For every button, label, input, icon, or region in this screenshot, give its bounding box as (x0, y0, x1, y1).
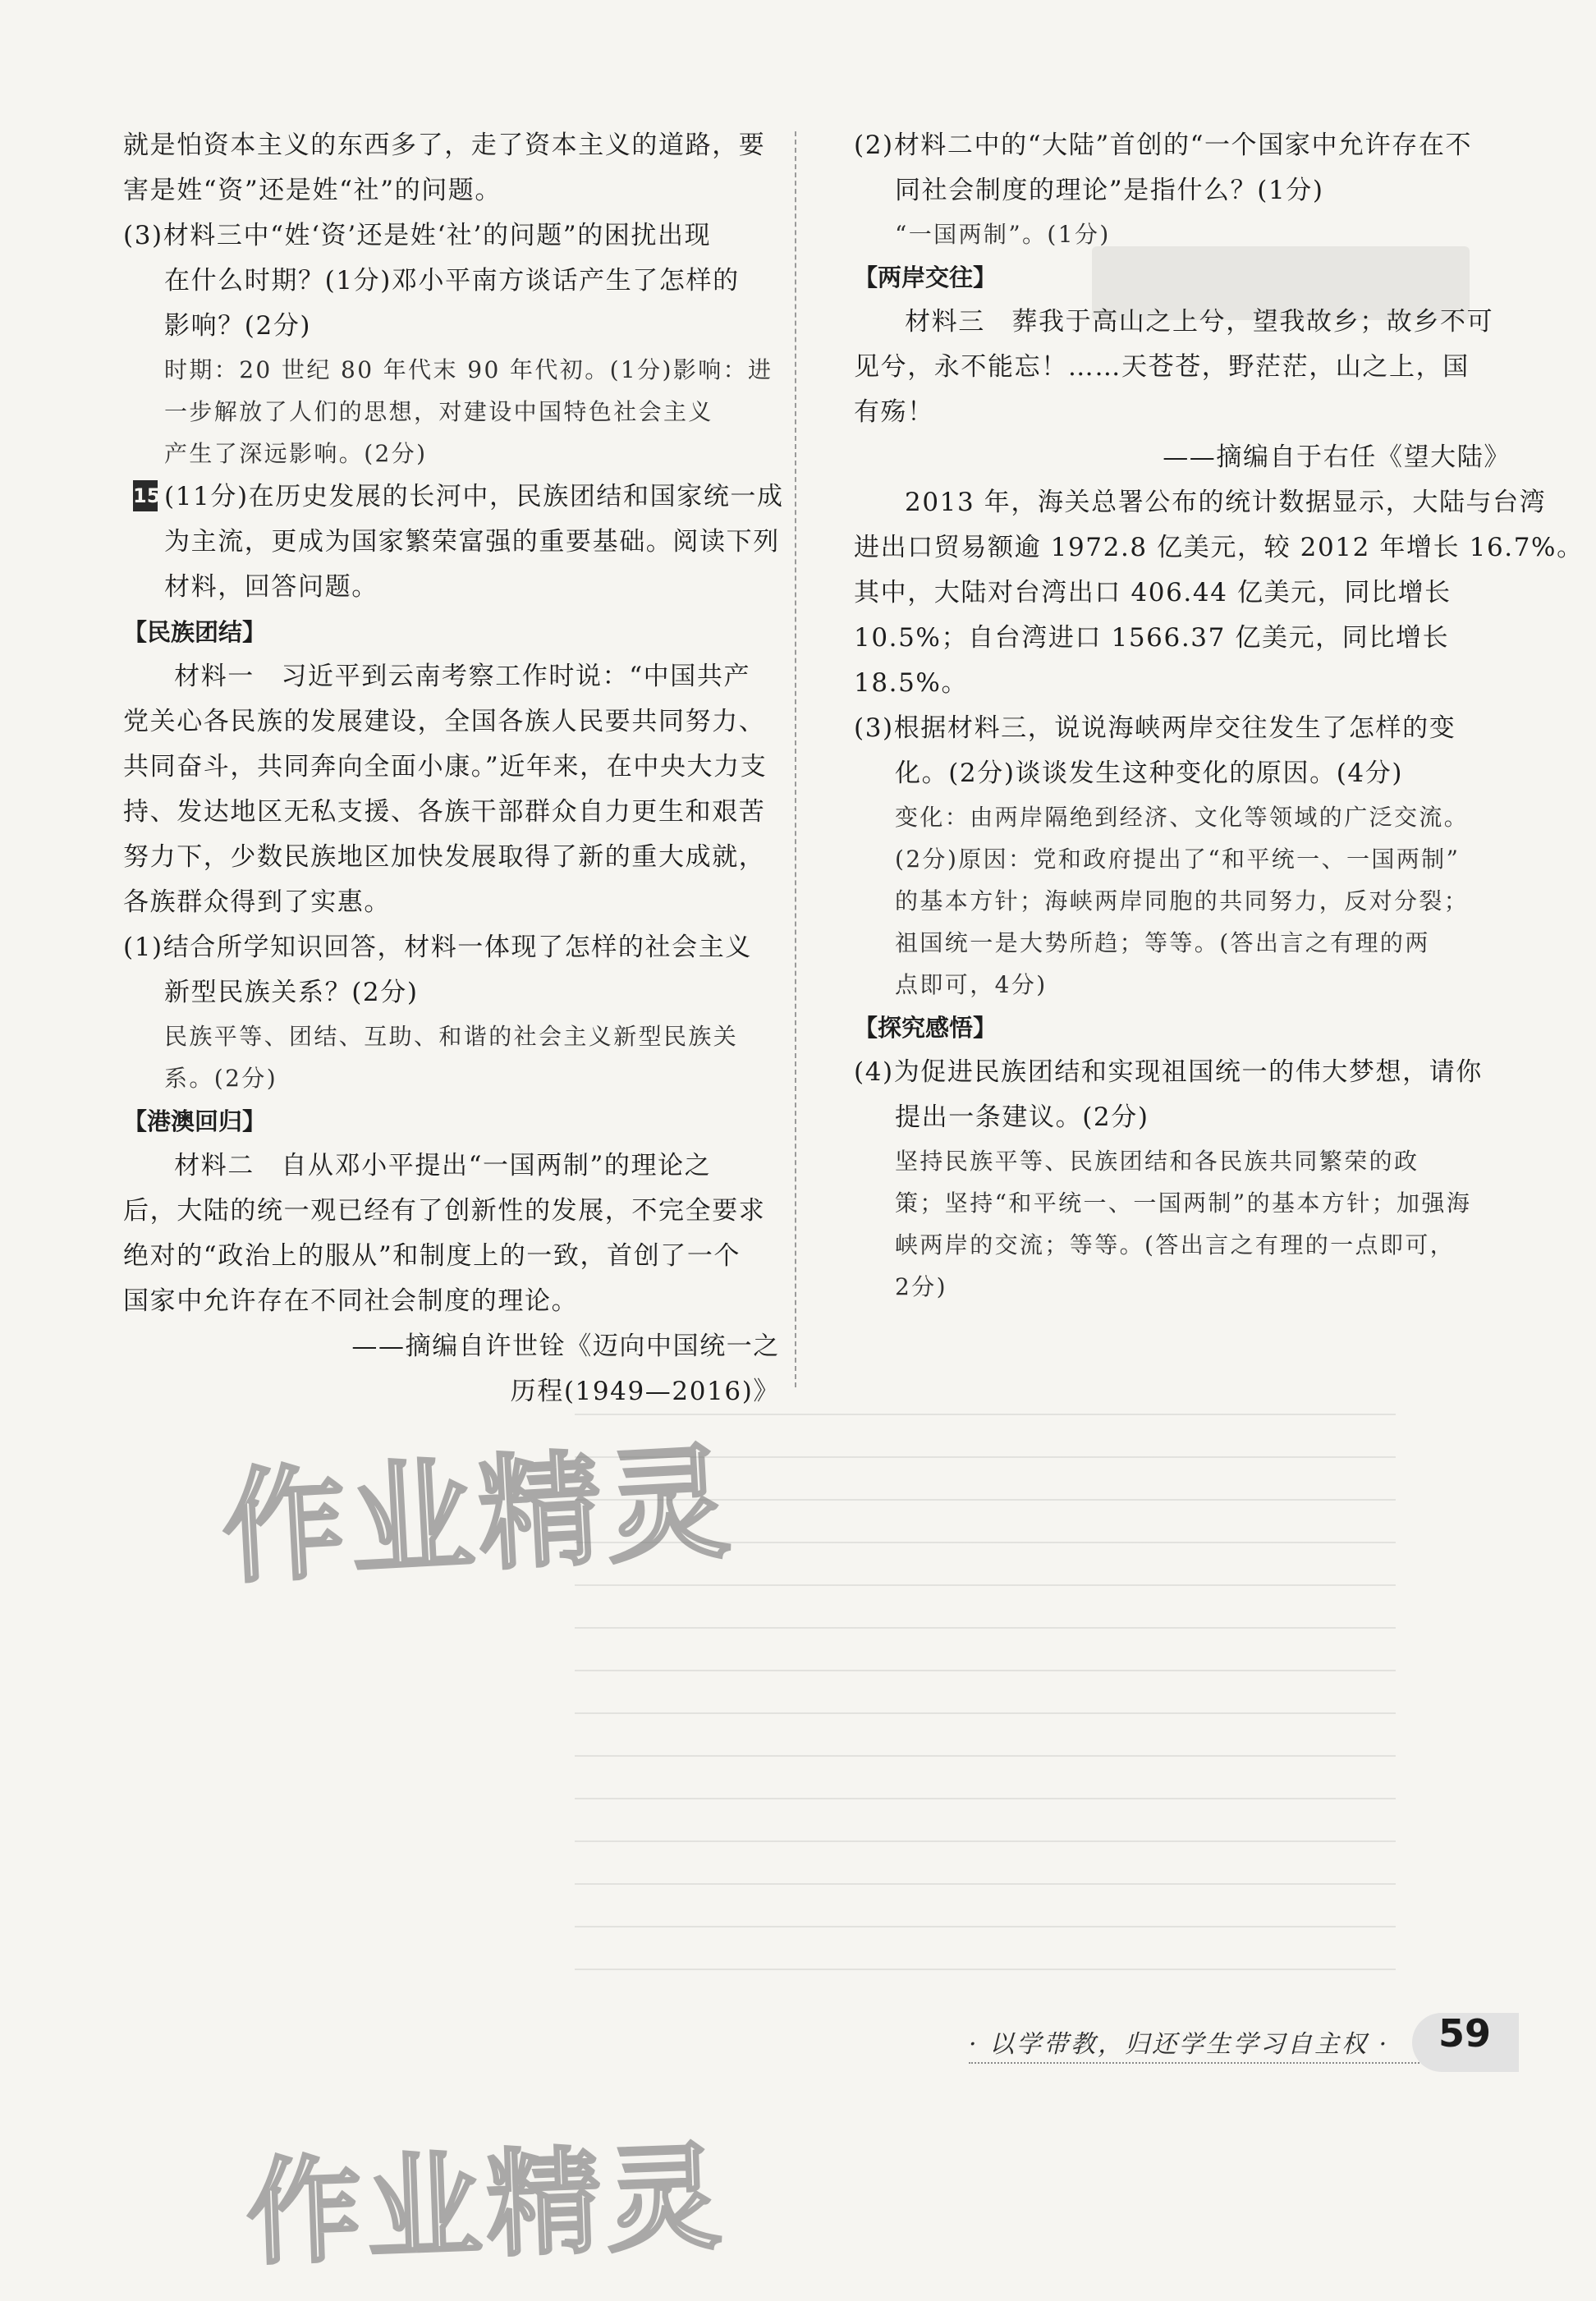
watermark: 作业精灵 (218, 1431, 738, 1602)
material-line: 党关心各民族的发展建设，全国各族人民要共同努力、 (123, 707, 766, 736)
question-15 (123, 474, 784, 610)
material-line: 绝对的“政治上的服从”和制度上的一致，首创了一个 (123, 1241, 741, 1271)
question-2 (854, 123, 1511, 255)
answer-line: 的基本方针；海峡两岸同胞的共同努力，反对分裂； (895, 887, 1470, 914)
question-line: (2)材料二中的“大陆”首创的“一个国家中允许存在不 (854, 131, 1473, 160)
answer-line: 坚持民族平等、民族团结和各民族共同繁荣的政 (895, 1148, 1419, 1175)
watermark: 作业精灵 (244, 2130, 729, 2282)
answer-line: 变化：由两岸隔绝到经济、文化等领域的广泛交流。 (895, 804, 1470, 831)
answer-line: 系。(2分) (164, 1065, 278, 1092)
question-line: (3)根据材料三，说说海峡两岸交往发生了怎样的变 (854, 713, 1456, 743)
question-line: (3)材料三中“姓‘资’还是姓‘社’的问题”的困扰出现 (123, 221, 712, 250)
question-line (123, 474, 784, 520)
text-line: 就是怕资本主义的东西多了，走了资本主义的道路，要 (123, 131, 766, 160)
question-line: 提出一条建议。(2分) (895, 1102, 1149, 1132)
material-line: 努力下，少数民族地区加快发展取得了新的重大成就， (123, 842, 766, 872)
answer-line: 时期：20 世纪 80 年代末 90 年代初。(1分)影响：进 (164, 356, 773, 383)
question-line: 材料，回答问题。 (164, 572, 378, 602)
material-line: 后，大陆的统一观已经有了创新性的发展，不完全要求 (123, 1196, 766, 1226)
footer-rule (969, 2062, 1429, 2064)
footer-motto: · 以学带教，归还学生学习自主权 · (969, 2030, 1390, 2059)
left-column (123, 123, 784, 1414)
source-citation: ——摘编自于右任《望大陆》 (1163, 442, 1511, 472)
material-line: 有殇！ (854, 397, 934, 427)
question-line: 新型民族关系？(2分) (164, 978, 419, 1007)
question-1 (123, 925, 780, 1099)
material-line: 见兮，永不能忘！……天苍苍，野茫茫，山之上，国 (854, 352, 1470, 382)
question-line: (4)为促进民族团结和实现祖国统一的伟大梦想，请你 (854, 1057, 1483, 1087)
question-3-right (854, 706, 1511, 1006)
question-line: 化。(2分)谈谈发生这种变化的原因。(4分) (895, 759, 1404, 788)
question-number-badge: 15 (133, 480, 158, 511)
material-1 (123, 654, 780, 925)
question-line: 影响？(2分) (164, 311, 312, 341)
question-line: (1)结合所学知识回答，材料一体现了怎样的社会主义 (123, 933, 752, 962)
question-15-text: (11分)在历史发展的长河中，民族团结和国家统一成 (164, 482, 784, 511)
answer-line: (2分)原因：党和政府提出了“和平统一、一国两制” (895, 846, 1461, 873)
stats-line: 2013 年，海关总署公布的统计数据显示，大陆与台湾 (905, 488, 1547, 517)
answer-line: 一步解放了人们的思想，对建设中国特色社会主义 (164, 398, 713, 425)
stats-line: 18.5%。 (854, 668, 969, 698)
section-heading-gangao: 【港澳回归】 (123, 1107, 267, 1135)
section-heading-liangan: 【两岸交往】 (854, 264, 998, 291)
right-column (854, 123, 1584, 1308)
page-number: 59 (1438, 2011, 1492, 2056)
material-line: 持、发达地区无私支援、各族干部群众自力更生和艰苦 (123, 797, 766, 827)
stats-line: 进出口贸易额逾 1972.8 亿美元，较 2012 年增长 16.7%。 (854, 533, 1584, 562)
answer-line: 祖国统一是大势所趋；等等。(答出言之有理的两 (895, 929, 1430, 956)
material-line: 各族群众得到了实惠。 (123, 887, 391, 917)
section-heading-minzu: 【民族团结】 (123, 618, 267, 646)
answer-line: 2分) (895, 1273, 947, 1300)
question-line: 在什么时期？(1分)邓小平南方谈话产生了怎样的 (164, 266, 740, 296)
material-line: 国家中允许存在不同社会制度的理论。 (123, 1286, 579, 1316)
material-line: 材料二 自从邓小平提出“一国两制”的理论之 (174, 1151, 712, 1180)
section-heading-tanjiu: 【探究感悟】 (854, 1014, 998, 1042)
source-citation: 历程(1949—2016)》 (510, 1377, 780, 1406)
material-line: 材料一 习近平到云南考察工作时说：“中国共产 (174, 662, 751, 691)
material-line: 材料三 葬我于高山之上兮，望我故乡；故乡不可 (905, 307, 1494, 337)
question-4 (854, 1050, 1511, 1308)
material-2 (123, 1144, 780, 1414)
answer-line: 点即可，4分) (895, 971, 1048, 998)
answer-line: “一国两制”。(1分) (895, 221, 1111, 248)
answer-line: 产生了深远影响。(2分) (164, 440, 428, 467)
stats-line: 10.5%；自台湾进口 1566.37 亿美元，同比增长 (854, 623, 1450, 653)
answer-line: 民族平等、团结、互助、和谐的社会主义新型民族关 (164, 1023, 739, 1050)
continued-text (123, 123, 780, 213)
material-3 (854, 300, 1584, 706)
question-line: 同社会制度的理论”是指什么？(1分) (895, 176, 1324, 205)
answer-line: 策；坚持“和平统一、一国两制”的基本方针；加强海 (895, 1189, 1472, 1217)
answer-line: 峡两岸的交流；等等。(答出言之有理的一点即可， (895, 1231, 1456, 1258)
text-line: 害是姓“资”还是姓“社”的问题。 (123, 176, 502, 205)
column-divider (795, 131, 796, 1387)
question-line: 为主流，更成为国家繁荣富强的重要基础。阅读下列 (164, 527, 780, 557)
material-line: 共同奋斗，共同奔向全面小康。”近年来，在中央大力支 (123, 752, 768, 782)
question-3-left (123, 213, 780, 474)
stats-line: 其中，大陆对台湾出口 406.44 亿美元，同比增长 (854, 578, 1452, 607)
source-citation: ——摘编自许世铨《迈向中国统一之 (351, 1332, 780, 1361)
